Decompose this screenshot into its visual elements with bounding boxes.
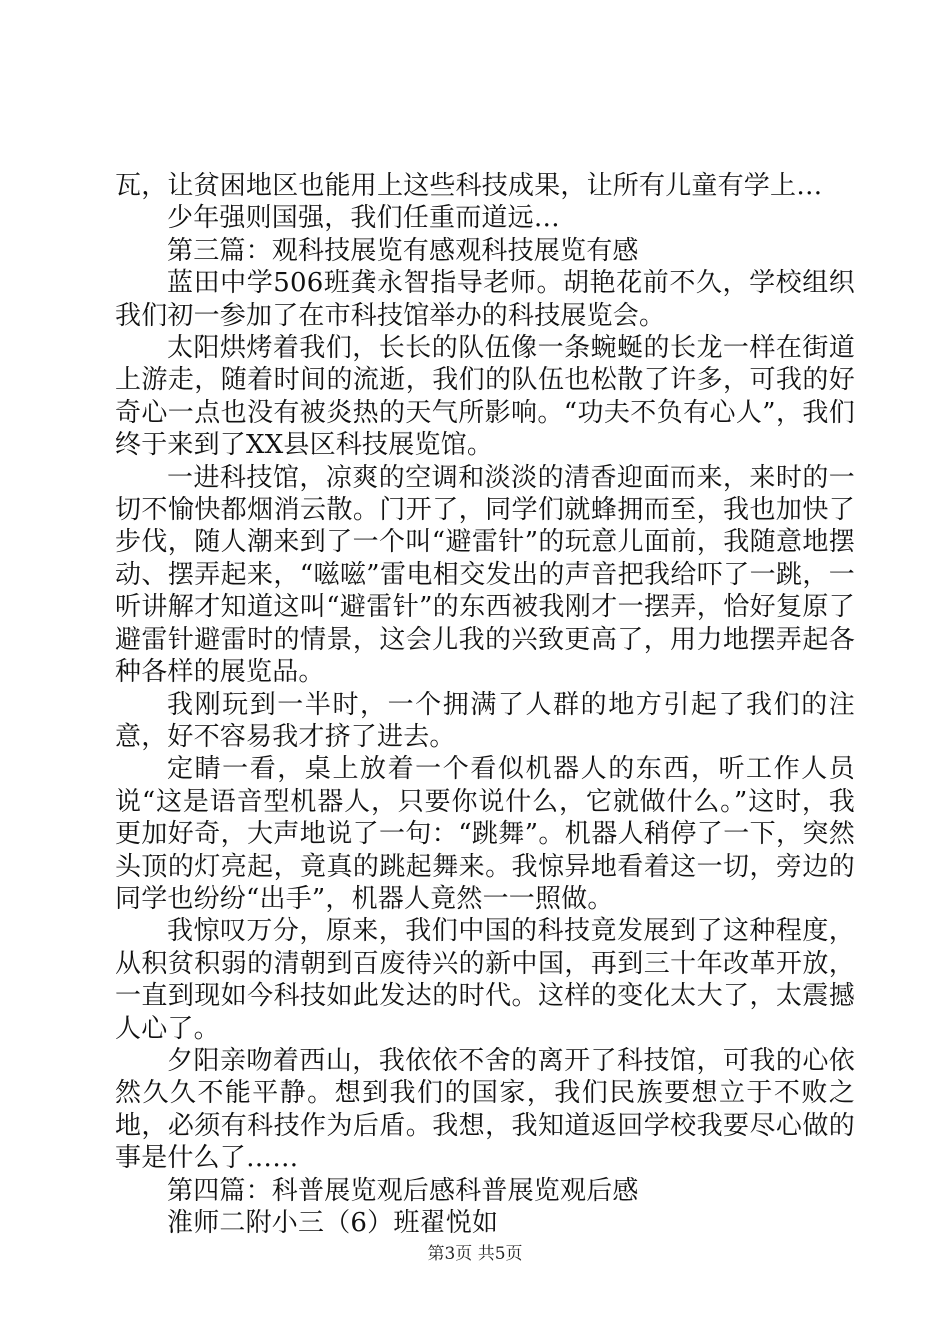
section-heading-4: 第四篇：科普展览观后感科普展览观后感 xyxy=(167,1175,639,1206)
page-number-footer: 第3页 共5页 xyxy=(427,1244,523,1264)
paragraph: 少年强则国强，我们任重而道远… xyxy=(167,203,561,234)
document-body xyxy=(115,170,855,1239)
paragraph: 我刚玩到一半时，一个拥满了人群的地方引起了我们的注意，好不容易我才挤了进去。 xyxy=(115,689,855,752)
paragraph-continuation: 瓦，让贫困地区也能用上这些科技成果，让所有儿童有学上… xyxy=(115,171,823,201)
paragraph: 一进科技馆，凉爽的空调和淡淡的清香迎面而来，来时的一切不愉快都烟消云散。门开了，同学们就蜂拥而至，我也加快了步伐，随人潮来到了一个叫“避雷针”的玩意儿面前，我随意地摆动、摆弄起来，“嗞嗞”雷电相交发出的声音把我给吓了一跳，一听讲解才知道这叫“避雷针”的东西被我刚才一摆弄，恰好复原了避雷针避雷时的情景，这会儿我的兴致更高了，用力地摆弄起各种各样的展览品。 xyxy=(115,462,855,688)
paragraph: 蓝田中学506班龚永智指导老师。胡艳花前不久，学校组织我们初一参加了在市科技馆举办的科技展览会。 xyxy=(115,268,855,331)
paragraph: 定睛一看，桌上放着一个看似机器人的东西，听工作人员说“这是语音型机器人，只要你说什么，它就做什么。”这时，我更加好奇，大声地说了一句：“跳舞”。机器人稍停了一下，突然头顶的灯亮起，竟真的跳起舞来。我惊异地看着这一切，旁边的同学也纷纷“出手”，机器人竟然一一照做。 xyxy=(115,754,855,914)
paragraph: 太阳烘烤着我们，长长的队伍像一条蜿蜒的长龙一样在街道上游走，随着时间的流逝，我们的队伍也松散了许多，可我的好奇心一点也没有被炎热的天气所影响。“功夫不负有心人”，我们终于来到了XX县区科技展览馆。 xyxy=(115,333,855,461)
author-line: 淮师二附小三（6）班翟悦如 xyxy=(167,1208,499,1238)
section-heading-3: 第三篇：观科技展览有感观科技展览有感 xyxy=(167,235,639,266)
paragraph: 夕阳亲吻着西山，我依依不舍的离开了科技馆，可我的心依然久久不能平静。想到我们的国家，我们民族要想立于不败之地，必须有科技作为后盾。我想，我知道返回学校我要尽心做的事是什么了…… xyxy=(115,1045,855,1174)
paragraph: 我惊叹万分，原来，我们中国的科技竟发展到了这种程度，从积贫积弱的清朝到百废待兴的新中国，再到三十年改革开放，一直到现如今科技如此发达的时代。这样的变化太大了，太震撼人心了。 xyxy=(115,916,855,1044)
